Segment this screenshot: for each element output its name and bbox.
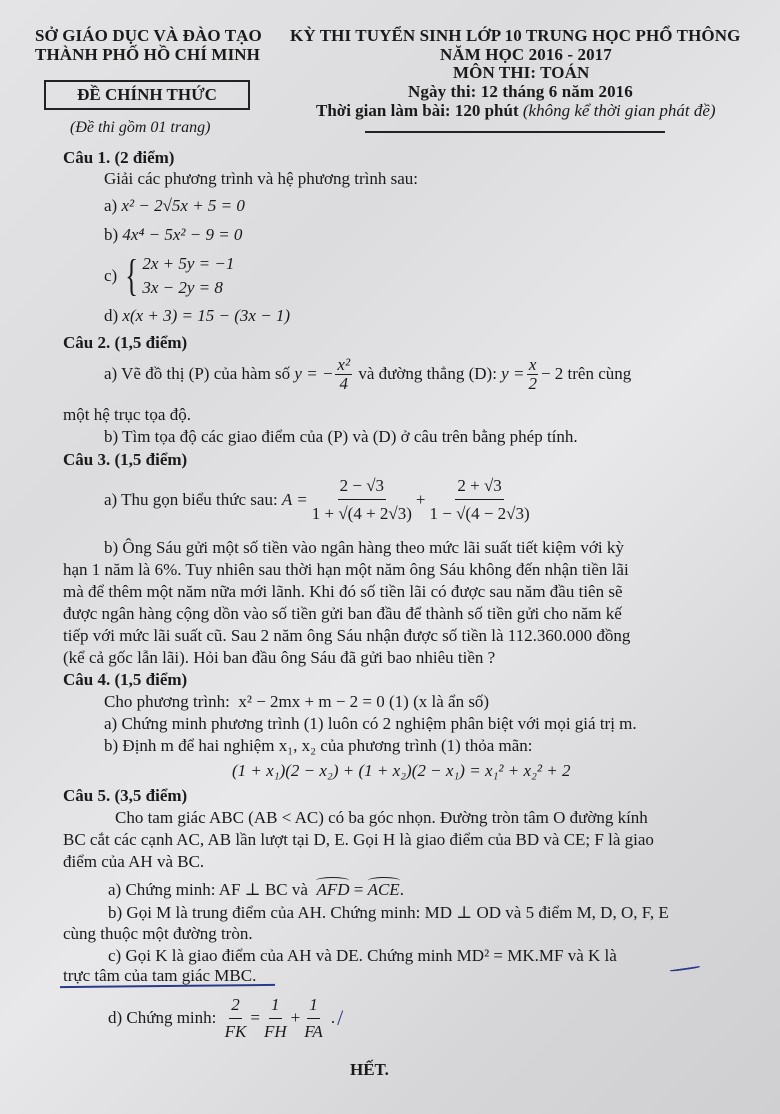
question-1-intro: Giải các phương trình và hệ phương trình sau: xyxy=(104,169,419,188)
fraction xyxy=(526,356,539,393)
text: a) Chứng minh: AF ⊥ BC và xyxy=(108,880,308,899)
equation: 2x + 5y = −1 xyxy=(142,254,235,273)
question-1a xyxy=(104,196,245,216)
denominator: 1 − √(4 − 2√3) xyxy=(429,504,530,524)
item-label: b) xyxy=(104,225,119,244)
question-2-title: Câu 2. (1,5 điểm) xyxy=(63,333,188,352)
exam-date: Ngày thi: 12 tháng 6 năm 2016 xyxy=(408,82,633,101)
department-name: SỞ GIÁO DỤC VÀ ĐÀO TẠO xyxy=(35,26,262,45)
text: . xyxy=(399,880,404,899)
pen-underline-short xyxy=(670,966,700,972)
question-2a xyxy=(104,356,631,393)
subject: MÔN THI: TOÁN xyxy=(453,63,590,82)
fraction xyxy=(262,992,289,1044)
exam-title: KỲ THI TUYỂN SINH LỚP 10 TRUNG HỌC PHỔ THÔNG xyxy=(290,26,741,45)
end-marker: HẾT. xyxy=(350,1060,389,1079)
pen-mark: / xyxy=(337,1005,344,1030)
equation: x(x + 3) = 15 − (3x − 1) xyxy=(122,306,291,325)
numerator: 2 + √3 xyxy=(455,472,503,500)
duration-bold: Thời gian làm bài: 120 phút xyxy=(316,101,519,120)
school-year: NĂM HỌC 2016 - 2017 xyxy=(440,45,612,64)
numerator: 1 xyxy=(307,992,320,1019)
question-2b: b) Tìm tọa độ các giao điểm của (P) và (D) ở câu trên bằng phép tính. xyxy=(104,427,578,446)
denominator: 4 xyxy=(339,373,348,393)
question-5b-line1: b) Gọi M là trung điểm của AH. Chứng minh: MD ⊥ OD và 5 điểm M, D, O, F, E xyxy=(108,903,669,922)
equation: A = xyxy=(281,489,308,509)
header-rule xyxy=(365,131,665,133)
question-4b-equation: (1 + x₁)(2 − x₂) + (1 + x₂)(2 − x₁) = x₁² + x₂² + 2 xyxy=(232,761,571,780)
question-1d xyxy=(104,306,290,326)
question-5-title: Câu 5. (3,5 điểm) xyxy=(63,786,188,805)
denominator: FA xyxy=(304,1021,323,1041)
numerator: x² xyxy=(337,355,351,374)
question-4b: b) Định m để hai nghiệm x₁, x₂ của phương trình (1) thỏa mãn: xyxy=(104,736,533,755)
angle-afd: AFD xyxy=(316,880,350,899)
question-5b-line2: cùng thuộc một đường tròn. xyxy=(63,924,253,943)
question-1-title: Câu 1. (2 điểm) xyxy=(63,148,175,167)
question-2a-cont: một hệ trục tọa độ. xyxy=(63,405,191,424)
system-brace: { xyxy=(125,251,139,300)
question-3b-line: hạn 1 năm là 6%. Tuy nhiên sau thời hạn một năm ông Sáu không đến nhận tiền lãi xyxy=(63,560,629,579)
question-3b-line: tiếp với mức lãi suất cũ. Sau 2 năm ông Sáu nhận được số tiền là 112.360.000 đồng xyxy=(63,626,631,645)
question-5-intro-line: điểm của AH và BC. xyxy=(63,852,205,871)
numerator: x xyxy=(528,355,537,374)
question-3b-line: b) Ông Sáu gửi một số tiền vào ngân hàng theo mức lãi suất tiết kiệm với kỳ xyxy=(104,538,624,557)
operator: + xyxy=(415,489,426,509)
duration-note: (không kể thời gian phát đề) xyxy=(522,101,716,120)
operator: = xyxy=(250,1008,260,1027)
page-count-note: (Đề thi gồm 01 trang) xyxy=(70,119,211,136)
denominator: 1 + √(4 + 2√3) xyxy=(311,504,412,524)
text: . xyxy=(330,1008,336,1027)
question-5c-line2: trực tâm của tam giác MBC. xyxy=(63,966,257,985)
question-5-intro-line: BC cắt các cạnh AC, AB lần lượt tại D, E. Gọi H là giao điểm của BD và CE; F là giao xyxy=(63,830,654,849)
question-5-intro-line: Cho tam giác ABC (AB < AC) có ba góc nhọn. Đường tròn tâm O đường kính xyxy=(115,808,648,827)
denominator: 2 xyxy=(528,373,537,393)
equation: 3x − 2y = 8 xyxy=(142,278,223,297)
question-3b-line: (kể cả gốc lẫn lãi). Hỏi ban đầu ông Sáu đã gửi bao nhiêu tiền ? xyxy=(63,648,496,667)
city-name: THÀNH PHỐ HỒ CHÍ MINH xyxy=(35,45,260,64)
denominator: FK xyxy=(224,1021,247,1041)
text: − 2 trên cùng xyxy=(540,364,632,384)
text: a) Thu gọn biểu thức sau: xyxy=(104,489,278,509)
operator: + xyxy=(290,1008,301,1027)
question-1c xyxy=(104,252,234,300)
fraction xyxy=(302,992,325,1044)
question-4-title: Câu 4. (1,5 điểm) xyxy=(63,670,188,689)
item-label: d) xyxy=(104,306,119,325)
question-3-title: Câu 3. (1,5 điểm) xyxy=(63,450,188,469)
question-5c-line1: c) Gọi K là giao điểm của AH và DE. Chứng minh MD² = MK.MF và K là xyxy=(108,946,617,965)
numerator: 2 xyxy=(229,992,242,1019)
fraction xyxy=(223,992,249,1044)
question-4a: a) Chứng minh phương trình (1) luôn có 2 nghiệm phân biệt với mọi giá trị m. xyxy=(104,714,637,733)
equation: x² − 2mx + m − 2 = 0 (1) (x là ẩn số) xyxy=(238,692,490,711)
question-1b xyxy=(104,225,242,245)
equation: y = xyxy=(501,364,525,384)
fraction xyxy=(310,472,414,527)
equation-system xyxy=(142,252,234,300)
question-3b-line: được ngân hàng cộng dồn vào số tiền gửi ban đầu để thành số tiền gửi cho năm kế xyxy=(63,604,622,623)
numerator: 1 xyxy=(269,992,282,1019)
text: a) Vẽ đồ thị (P) của hàm số xyxy=(104,364,291,384)
numerator: 2 − √3 xyxy=(338,472,386,500)
text: và đường thẳng (D): xyxy=(358,364,497,384)
item-label: a) xyxy=(104,196,118,215)
question-3a xyxy=(104,472,534,527)
fraction xyxy=(335,356,352,393)
question-5a xyxy=(108,880,404,900)
question-4-intro xyxy=(104,692,489,712)
question-3b-line: mà để thêm một năm nữa mới lãnh. Khi đó số tiền lãi có được sau năm đầu tiên sẽ xyxy=(63,582,623,601)
official-exam-box: ĐỀ CHÍNH THỨC xyxy=(44,80,250,110)
denominator: FH xyxy=(263,1021,287,1041)
operator: = xyxy=(349,880,368,899)
equation: 4x⁴ − 5x² − 9 = 0 xyxy=(122,225,243,244)
angle-ace: ACE xyxy=(367,880,400,899)
item-label: c) xyxy=(104,266,118,285)
equation: y = − xyxy=(294,364,334,384)
equation: x² − 2√5x + 5 = 0 xyxy=(121,196,245,215)
text: Cho phương trình: xyxy=(104,692,230,711)
text: d) Chứng minh: xyxy=(108,1008,217,1027)
question-5d xyxy=(108,992,343,1044)
fraction xyxy=(428,472,532,527)
duration xyxy=(316,101,716,121)
